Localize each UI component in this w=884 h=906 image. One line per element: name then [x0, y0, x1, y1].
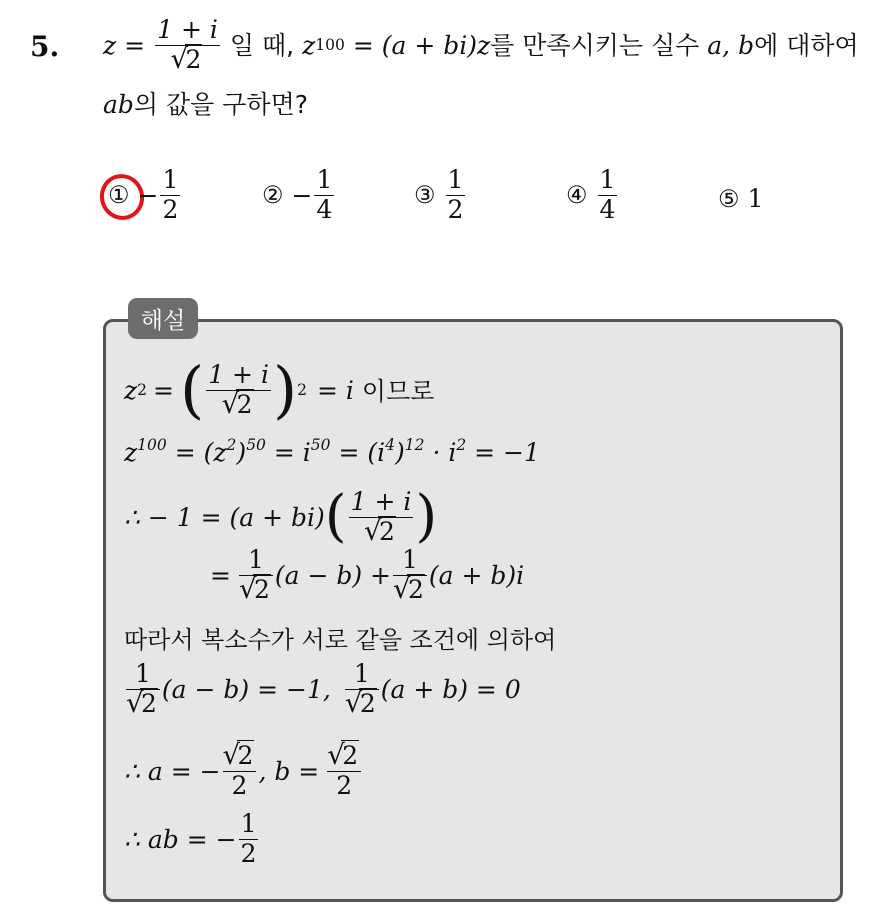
choice-1-marker: ①	[108, 181, 130, 210]
choice-2[interactable]	[262, 166, 336, 225]
l8-den: 2	[240, 838, 257, 868]
l4-sqrt1	[241, 576, 271, 605]
l7-den2: 2	[327, 771, 361, 801]
l4-num1: 1	[247, 544, 264, 574]
l2-part-k: 12	[404, 436, 425, 455]
sol-line-2	[124, 438, 540, 467]
choice-3-num: 1	[447, 165, 464, 194]
z-variable: z	[103, 30, 117, 60]
l3-left-paren: (	[324, 484, 347, 549]
l2-z: z	[124, 438, 138, 467]
choice-1-sign: −	[137, 180, 159, 210]
solution-label: 해설	[128, 298, 198, 339]
l1-equals: =	[153, 375, 174, 405]
sol-line-5: 따라서 복소수가 서로 같을 조건에 의하여	[124, 626, 557, 654]
l4-equals: =	[210, 560, 231, 590]
choice-3-den: 2	[447, 194, 464, 224]
l1-rhs: = i	[317, 375, 354, 405]
choice-4[interactable]	[566, 166, 619, 225]
l6-den2: 2	[359, 688, 376, 718]
choice-4-den: 4	[599, 194, 616, 224]
l4-den2: 2	[408, 574, 424, 604]
equals-sign: =	[124, 30, 146, 60]
l2-part-e: 50	[246, 436, 266, 455]
sol-line-6	[124, 656, 521, 722]
z-fraction	[155, 16, 220, 75]
z-denominator: 2	[185, 44, 202, 74]
choice-2-marker: ②	[262, 181, 284, 210]
l7-num2: 2	[342, 740, 359, 770]
sol-line-8	[124, 806, 260, 872]
choice-5-value: 1	[747, 184, 764, 213]
text-when: 일 때,	[229, 30, 295, 60]
l3-den: 2	[379, 516, 395, 546]
l2-part-l: · i	[432, 438, 457, 467]
l7-part-a: ∴ a = −	[124, 756, 221, 786]
l7-part-b: , b =	[258, 756, 320, 786]
l2-part-g: 50	[310, 436, 331, 455]
l6-part-a: (a − b) = −1,	[161, 674, 331, 704]
problem-number: 5.	[30, 30, 60, 63]
choice-3-marker: ③	[414, 181, 436, 210]
choice-1-den: 2	[162, 194, 179, 224]
problem-line-1: z = 1 + i √ 2 일 때, z 100 = (a + bi)z 를 만족시키는 실수 a, b 에 대하여	[103, 12, 859, 78]
l1-text: 이므로	[361, 377, 435, 406]
l6-sqrt1	[128, 690, 158, 719]
l7-sqrt1	[225, 742, 255, 771]
sol-line-4	[210, 542, 524, 608]
l4-part-b: (a − b) +	[274, 560, 392, 590]
sol-line-7	[124, 738, 363, 804]
l4-num2: 1	[402, 544, 418, 574]
l4-sqrt2	[395, 576, 425, 605]
l8-part-a: ∴ ab = −	[124, 824, 237, 854]
l2-part-m: 2	[456, 436, 467, 455]
l2-part-j: )	[394, 438, 405, 467]
l3-right-paren: )	[415, 484, 438, 549]
l1-num: 1 + i	[208, 359, 269, 389]
variables-ab: a, b	[707, 30, 755, 60]
choice-2-den: 4	[316, 194, 333, 224]
l7-sqrt2	[329, 742, 359, 771]
l2-part-d: )	[236, 438, 247, 467]
l2-part-h: = (i	[338, 438, 386, 467]
l6-num1: 1	[135, 658, 151, 688]
choice-4-marker: ④	[566, 181, 588, 210]
l7-num1: 2	[237, 740, 254, 770]
l4-den1: 2	[253, 574, 270, 604]
l2-part-b: = (z	[174, 438, 227, 467]
choice-2-num: 1	[316, 165, 333, 194]
l3-lhs: ∴ − 1 = (a + bi)	[124, 502, 325, 532]
choice-5-marker: ⑤	[718, 184, 740, 213]
choice-4-num: 1	[599, 165, 616, 194]
l4-part-c: (a + b)i	[428, 560, 525, 590]
l2-part-n: = −1	[474, 438, 540, 467]
ab-product: ab	[103, 90, 134, 119]
equation-rhs: = (a + bi)z	[352, 30, 491, 60]
l6-num2: 1	[353, 658, 370, 688]
choice-5[interactable]	[718, 184, 763, 213]
l2-part-i: 4	[385, 436, 395, 455]
sqrt-symbol	[173, 46, 203, 75]
sol-line-1: z 2 = ( 1 + i √ 2 ) 2 = i 이므로	[124, 350, 434, 430]
choice-2-sign: −	[291, 180, 313, 210]
l2-part-c: 2	[226, 436, 237, 455]
choice-3[interactable]	[414, 166, 467, 225]
z100-base: z	[302, 30, 316, 60]
l8-num: 1	[240, 808, 257, 838]
z-numerator: 1 + i	[157, 14, 218, 44]
l1-left-paren: (	[180, 353, 205, 426]
l1-right-paren: )	[272, 353, 298, 426]
l1-den: 2	[236, 389, 253, 419]
problem-line-2	[103, 92, 308, 117]
l3-num: 1 + i	[350, 486, 412, 516]
l1-sqrt	[224, 391, 254, 420]
text-regarding: 에 대하여	[754, 30, 859, 60]
l6-sqrt2	[347, 690, 377, 719]
l2-exp: 100	[137, 436, 167, 455]
question-text: 의 값을 구하면?	[133, 90, 308, 119]
text-condition: 를 만족시키는 실수	[490, 30, 700, 60]
choice-1[interactable]	[108, 166, 182, 225]
l1-z: z	[124, 375, 138, 405]
l6-den1: 2	[141, 688, 157, 718]
l7-den1: 2	[223, 771, 257, 801]
l6-part-b: (a + b) = 0	[380, 674, 521, 704]
choice-1-num: 1	[162, 165, 179, 194]
l2-part-f: = i	[273, 438, 311, 467]
